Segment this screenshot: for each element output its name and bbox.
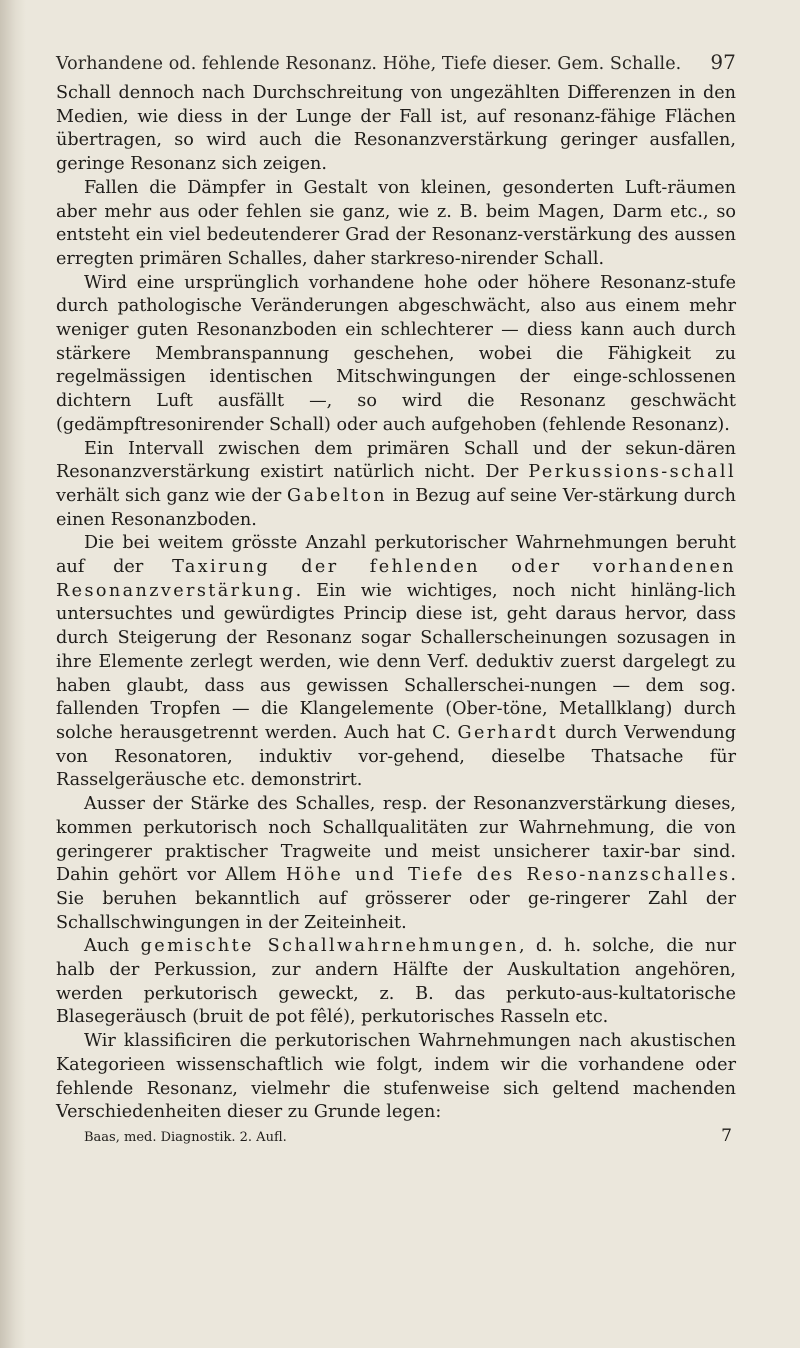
page-edge-shadow <box>0 0 26 1348</box>
paragraph-text: in Bezug auf seine Ver-stärkung durch einen Resonanzboden. <box>56 485 736 530</box>
paragraph-text: verhält sich ganz wie der <box>56 485 287 506</box>
signature-number: 7 <box>721 1125 732 1146</box>
paragraph <box>56 82 736 177</box>
paragraph-text: . Sie beruhen bekanntlich auf grösserer oder ge-ringerer Zahl der Schallschwingungen in der Zeiteinheit. <box>56 865 736 933</box>
emphasis-spaced-text: Gerhardt <box>457 722 559 743</box>
page-number: 97 <box>710 50 736 74</box>
paragraph-text: Die bei weitem grösste Anzahl perkutorischer Wahrnehmungen beruht auf der <box>56 533 736 578</box>
signature-text: Baas, med. Diagnostik. 2. Aufl. <box>84 1129 287 1145</box>
paragraph-text: Wir klassificiren die perkutorischen Wahrnehmungen nach akustischen Kategorieen wissenschaftlich wie folgt, indem wir die vorhandene oder fehlende Resonanz, vielmehr die stufenweise sich geltend machenden Verschiedenheiten dieser zu Grunde legen: <box>56 1031 736 1123</box>
paragraph-text: Fallen die Dämpfer in Gestalt von kleinen, gesonderten Luft-räumen aber mehr aus oder fehlen sie ganz, wie z. B. beim Magen, Darm etc., so entsteht ein viel bedeutenderer Grad der Resonanz-verstärkung des aussen erregten primären Schalles, daher starkreso-nirender Schall. <box>56 177 736 269</box>
paragraph-text: Auch <box>84 936 141 957</box>
signature-line <box>56 1126 736 1146</box>
paragraph <box>56 438 736 533</box>
paragraph <box>56 272 736 438</box>
emphasis-spaced-text: gemischte Schallwahrnehmungen <box>140 936 519 957</box>
paragraph-text: Ein Intervall zwischen dem primären Schall und der sekun-dären Resonanzverstärkung existirt natürlich nicht. Der <box>56 438 736 483</box>
paragraph-text: Ausser der Stärke des Schalles, resp. der Resonanzverstärkung dieses, kommen perkutorisch noch Schallqualitäten zur Wahrnehmung, die von geringerer praktischer Tragweite und meist unsicherer taxir-bar sind. Dahin gehört vor Allem <box>56 794 736 886</box>
paragraph-text: durch Verwendung von Resonatoren, induktiv vor-gehend, dieselbe Thatsache für Rasselgeräusche etc. demonstrirt. <box>56 722 736 791</box>
emphasis-spaced-text: Taxirung der fehlenden oder vorhandenen Resonanzverstärkung <box>56 557 736 601</box>
paragraph-text: Wird eine ursprünglich vorhandene hohe oder höhere Resonanz-stufe durch pathologische Veränderungen abgeschwächt, also aus einem mehr weniger guten Resonanzboden ein schlechterer — diess kann auch durch stärkere Membranspannung geschehen, wobei die Fähigkeit zu regelmässigen identischen Mitschwingungen der einge-schlossenen dichtern Luft ausfällt —, so wird die Resonanz geschwächt (gedämpftresonirender Schall) oder auch aufgehoben (fehlende Resonanz). <box>56 272 736 435</box>
paragraph <box>56 935 736 1030</box>
paragraph <box>56 177 736 272</box>
running-head <box>56 50 736 74</box>
paragraph <box>56 793 736 935</box>
paragraph <box>56 532 736 793</box>
body-text <box>56 82 736 1125</box>
emphasis-spaced-text: Gabelton <box>287 485 388 506</box>
running-title: Vorhandene od. fehlende Resonanz. Höhe, Tiefe dieser. Gem. Schalle. <box>56 54 682 74</box>
book-page <box>56 50 736 1146</box>
paragraph <box>56 1030 736 1125</box>
paragraph-text: Schall dennoch nach Durchschreitung von ungezählten Differenzen in den Medien, wie diess in der Lunge der Fall ist, auf resonanz-fähige Flächen übertragen, so wird auch die Resonanzverstärkung geringer ausfallen, geringe Resonanz sich zeigen. <box>56 83 736 175</box>
emphasis-spaced-text: Höhe und Tiefe des Reso-nanzschalles <box>285 865 731 886</box>
emphasis-spaced-text: Perkussions-schall <box>528 462 736 483</box>
paragraph-text: . Ein wie wichtiges, noch nicht hinläng-lich untersuchtes und gewürdigtes Princip diese ist, geht daraus hervor, dass durch Steigerung der Resonanz sogar Schallerscheinungen sozusagen in ihre Elemente zerlegt werden, wie denn Verf. deduktiv zuerst dargelegt zu haben glaubt, dass aus gewissen Schallerschei-nungen — dem sog. fallenden Tropfen — die Klangelemente (Ober-töne, Metallklang) durch solche herausgetrennt werden. Auch hat C. <box>56 580 736 743</box>
paragraph-text: , d. h. solche, die nur halb der Perkussion, zur andern Hälfte der Auskultation angehören, werden perkutorisch geweckt, z. B. das perkuto-aus-kultatorische Blasegeräusch (bruit de pot fêlé), perkutorisches Rasseln etc. <box>56 936 736 1028</box>
